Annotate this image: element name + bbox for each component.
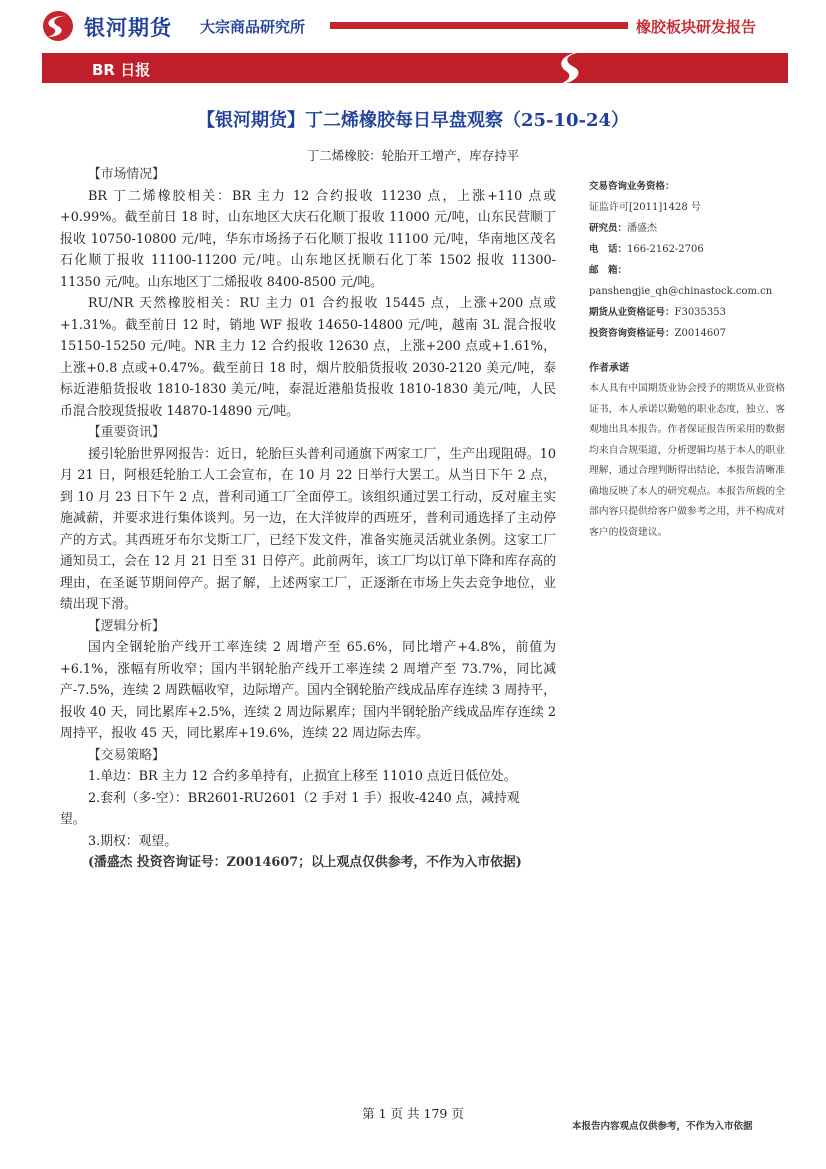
report-series-label: BR 日报 — [92, 61, 151, 79]
section-heading-news: 【重要资讯】 — [88, 425, 165, 440]
report-title: 【银河期货】丁二烯橡胶每日早盘观察（25-10-24） — [196, 110, 630, 131]
researcher-label: 研究员： — [589, 223, 628, 234]
futures-cert-label: 期货从业资格证号： — [589, 307, 675, 318]
futures-cert-line — [589, 302, 785, 323]
researcher-line — [589, 218, 785, 239]
sidebar — [589, 176, 785, 543]
author-note: (潘盛杰 投资咨询证号：Z0014607；以上观点仅供参考，不作为入市依据) — [88, 855, 522, 870]
institute-name: 大宗商品研究所 — [200, 18, 306, 36]
contact-title: 交易咨询业务资格： — [589, 181, 675, 192]
strategy-item-arbitrage: 2.套利（多-空）：BR2601-RU2601（2 手对 1 手）报收-4240 点，减持观 — [88, 790, 520, 806]
header-band — [42, 53, 788, 83]
email-address: panshengjie_qh@chinastock.com.cn — [589, 286, 773, 297]
strategy-item-arbitrage-cont: 望。 — [60, 812, 86, 827]
email-label: 邮 箱： — [589, 265, 628, 276]
footer-disclaimer: 本报告内容观点仅供参考，不作为入市依据 — [572, 1121, 753, 1132]
page-number: 第 1 页 共 179 页 — [362, 1106, 464, 1121]
futures-cert-number: F3035353 — [674, 307, 726, 318]
strategy-item-options: 3.期权：观望。 — [88, 833, 177, 849]
section-heading-logic: 【逻辑分析】 — [88, 618, 165, 634]
news-paragraph: 援引轮胎世界网报告：近日，轮胎巨头普利司通旗下两家工厂，生产出现阻碍。10 月 21 日，阿根廷轮胎工人工会宣布，在 10 月 22 日举行大罢工。从当日下午 2 点，到 10 月 23 日下午 2 点，普利司通工厂全面停工。该组织通过罢工行动，反对雇主实施减薪，并要求进行集体谈判。另一边，在大洋彼岸的西班牙，普利司通选择了主动停产的方式。其西班牙布尔戈斯工厂，已经下发文件，准备实施灵活就业条例。这家工厂通知员工，会在 12 月 21 日至 31 日停产。此前两年，该工厂均以订单下降和库存高的理由，在圣诞节期间停产。据了解，上述两家工厂，正逐渐在市场上失去竞争地位，业绩出现下滑。 — [60, 446, 556, 612]
phone-number: 166-2162-2706 — [627, 244, 704, 255]
galaxy-logo-icon — [38, 10, 78, 42]
advisory-cert-number: Z0014607 — [674, 328, 726, 339]
advisory-cert-label: 投资咨询资格证号： — [589, 328, 675, 339]
swoosh-icon — [556, 50, 590, 86]
report-type: 橡胶板块研发报告 — [636, 18, 757, 36]
main-content — [60, 164, 556, 874]
section-heading-market: 【市场情况】 — [88, 167, 165, 182]
commitment-title: 作者承诺 — [589, 363, 629, 374]
brand-name: 银河期货 — [84, 16, 172, 40]
phone-label: 电 话： — [589, 244, 628, 255]
logic-paragraph: 国内全钢轮胎产线开工率连续 2 周增产至 65.6%，同比增产+4.8%，前值为+6.1%，涨幅有所收窄；国内半钢轮胎产线开工率连续 2 周增产至 73.7%，同比减产-7.5%，连续 2 周跌幅收窄，边际增产。国内全钢轮胎产线成品库存连续 3 周持平，报收 40 天，同比累库+2.5%，连续 2 周边际累库；国内半钢轮胎产线成品库存连续 2 周持平，报收 45 天，同比累库+19.6%，连续 22 周边际去库。 — [60, 640, 556, 741]
market-paragraph-ru: RU/NR 天然橡胶相关：RU 主力 01 合约报收 15445 点，上涨+200 点或+1.31%。截至前日 12 时，销地 WF 报收 14650-14800 元/吨，越南 3L 混合报收 15150-15250 元/吨。NR 主力 12 合约报收 12630 点，上涨+200 点或+1.61%，上涨+0.8 点或+0.47%。截至前日 18 时，烟片胶船货报收 2030-2120 美元/吨，泰标近港船货报收 1810-1830 美元/吨，泰混近港船货报收 1810-1830 美元/吨，人民币混合胶现货报收 14870-14890 元/吨。 — [60, 296, 556, 419]
header-rule — [330, 22, 628, 29]
sidebar-spacer — [589, 344, 785, 358]
market-paragraph-br: BR 丁二烯橡胶相关：BR 主力 12 合约报收 11230 点，上涨+110 点或+0.99%。截至前日 18 时，山东地区大庆石化顺丁报收 11000 元/吨，山东民营顺丁报收 10750-10800 元/吨，华东市场扬子石化顺丁报收 11100 元/吨，华南地区茂名石化顺丁报收 11100-11200 元/吨。山东地区抚顺石化丁苯 1502 报收 11300-11350 元/吨。山东地区丁二烯报收 8400-8500 元/吨。 — [60, 188, 556, 290]
phone-line — [589, 239, 785, 260]
strategy-item-single: 1.单边：BR 主力 12 合约多单持有，止损宜上移至 11010 点近日低位处。 — [88, 769, 517, 784]
advisory-cert-line — [589, 323, 785, 344]
commitment-text: 本人具有中国期货业协会授予的期货从业资格证书，本人承诺以勤勉的职业态度，独立、客观地出具本报告。作者保证报告所采用的数据均来自合规渠道，分析逻辑均基于本人的职业理解，通过合理判断得出结论，本报告清晰准确地反映了本人的研究观点。本报告所载的全部内容只提供给客户做参考之用，并不构成对客户的投资建议。 — [589, 383, 785, 538]
license-number: 证监许可[2011]1428 号 — [589, 202, 701, 213]
report-subtitle: 丁二烯橡胶：轮胎开工增产，库存持平 — [306, 148, 520, 163]
section-heading-strategy: 【交易策略】 — [88, 747, 165, 763]
researcher-name: 潘盛杰 — [627, 223, 658, 234]
